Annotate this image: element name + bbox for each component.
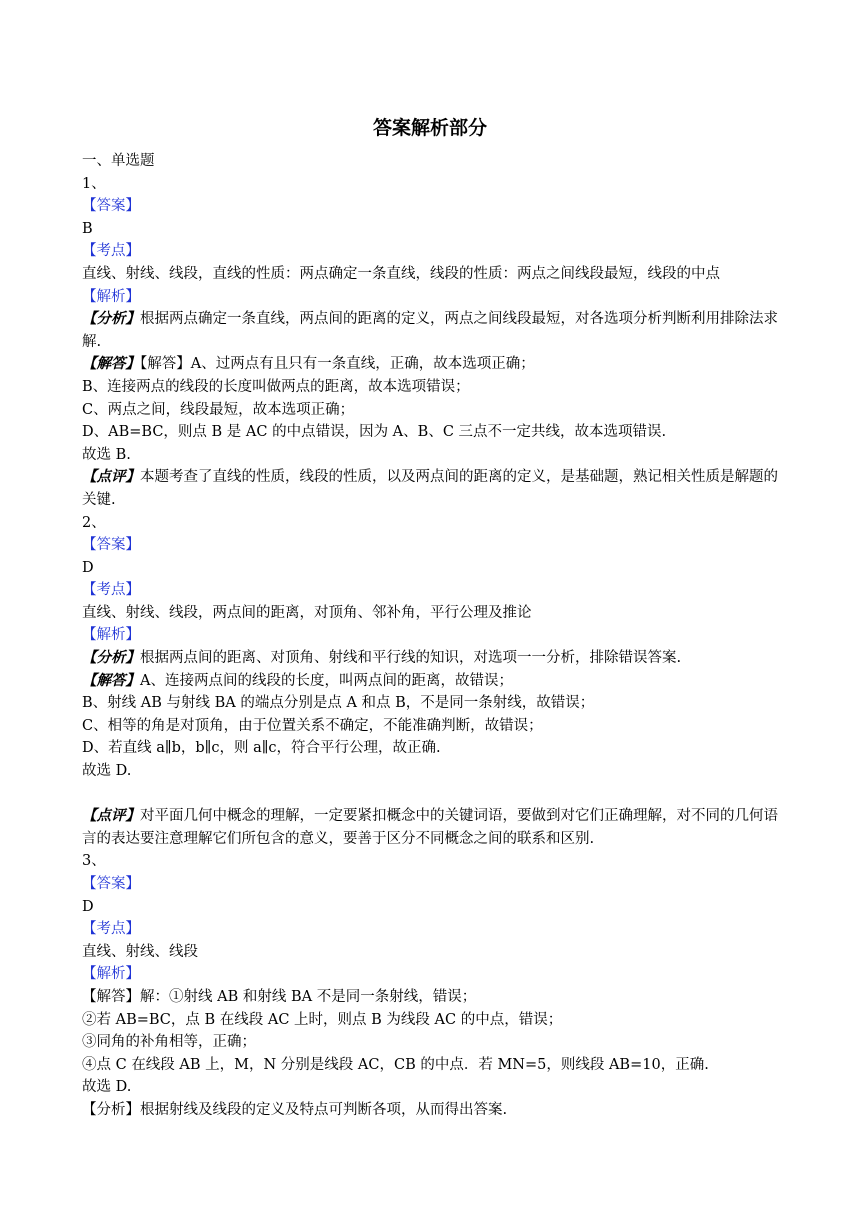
q2-analysis-label: 【分析】 [82,649,140,667]
q1-solution [82,353,782,376]
q1-kaodian: 直线、射线、线段，直线的性质：两点确定一条直线，线段的性质：两点之间线段最短，线段的中点 [82,265,720,282]
q3-answer-tag: 【答案】 [82,876,140,892]
q3-analysis-line: 【分析】根据射线及线段的定义及特点可判断各项，从而得出答案. [82,1101,508,1118]
q1-solution-line: C、两点之间，线段最短，故本选项正确； [82,401,355,418]
q2-answer: D [82,559,94,576]
q2-solution-first: A、连接两点间的线段的长度，叫两点间的距离，故错误； [140,672,513,689]
q2-kaodian-tag: 【考点】 [82,582,140,599]
q2-solution-line: D、若直线 a∥b，b∥c，则 a∥c，符合平行公理，故正确. [82,740,441,757]
section-heading: 一、单选题 [82,153,155,169]
q3-solution-line: ②若 AB=BC，点 B 在线段 AC 上时，则点 B 为线段 AC 的中点，错误； [82,1011,563,1028]
q1-number: 1、 [82,175,106,192]
q1-analysis-text: 根据两点确定一条直线，两点间的距离的定义，两点之间线段最短，对各选项分析判断利用排除法求解. [82,311,778,350]
blank-line [82,783,782,806]
q2-comment [82,805,782,850]
q2-answer-tag: 【答案】 [82,537,140,554]
q3-solution-line: ④点 C 在线段 AB 上，M，N 分别是线段 AC，CB 的中点．若 MN=5，则线段 AB=10，正确. [82,1056,709,1073]
q1-answer: B [82,220,93,237]
q3-jiexi-tag: 【解析】 [82,966,140,983]
q1-jiexi-tag: 【解析】 [82,288,140,305]
q3-solution-line: 故选 D. [82,1079,132,1096]
q1-analysis [82,308,782,353]
q1-analysis-label: 【分析】 [82,310,140,328]
q1-comment-text: 本题考查了直线的性质，线段的性质，以及两点间的距离的定义，是基础题，熟记相关性质是解题的关键. [82,469,778,508]
q1-solution-line: B、连接两点的线段的长度叫做两点的距离，故本选项错误； [82,378,470,395]
q2-comment-text: 对平面几何中概念的理解，一定要紧扣概念中的关键词语，要做到对它们正确理解，对不同的几何语言的表达要注意理解它们所包含的意义，要善于区分不同概念之间的联系和区别. [82,808,778,847]
q2-analysis-text: 根据两点间的距离、对顶角、射线和平行线的知识，对选项一一分析，排除错误答案. [140,650,682,667]
q1-solution-label: 【解答】 [82,355,140,373]
q3-kaodian: 直线、射线、线段 [82,943,198,960]
q3-solution-line: ③同角的补角相等，正确； [82,1034,256,1051]
q3-number: 3、 [82,853,106,870]
q2-solution [82,670,782,693]
q2-jiexi-tag: 【解析】 [82,627,140,644]
q2-solution-line: B、射线 AB 与射线 BA 的端点分别是点 A 和点 B，不是同一条射线，故错误； [82,695,595,712]
q1-kaodian-tag: 【考点】 [82,243,140,260]
q1-answer-tag: 【答案】 [82,198,140,215]
q2-solution-line: 故选 D. [82,763,132,780]
q1-solution-first: 【解答】A、过两点有且只有一条直线，正确，故本选项正确； [140,356,535,373]
q2-kaodian: 直线、射线、线段，两点间的距离，对顶角、邻补角，平行公理及推论 [82,604,532,621]
answer-content [82,150,782,1122]
page-title: 答案解析部分 [372,117,487,139]
q2-solution-label: 【解答】 [82,671,140,689]
q1-solution-line: D、AB=BC，则点 B 是 AC 的中点错误，因为 A、B、C 三点不一定共线，故本选项错误. [82,424,667,441]
q3-answer: D [82,898,94,915]
q3-solution-line: 【解答】解：①射线 AB 和射线 BA 不是同一条射线，错误； [82,988,477,1005]
q1-solution-line: 故选 B. [82,446,131,463]
q1-comment-label: 【点评】 [82,468,140,486]
q2-analysis [82,647,782,670]
q2-comment-label: 【点评】 [82,807,140,825]
q1-comment [82,466,782,511]
q2-number: 2、 [82,514,106,531]
q2-solution-line: C、相等的角是对顶角，由于位置关系不确定，不能准确判断，故错误； [82,717,543,734]
q3-kaodian-tag: 【考点】 [82,921,140,938]
